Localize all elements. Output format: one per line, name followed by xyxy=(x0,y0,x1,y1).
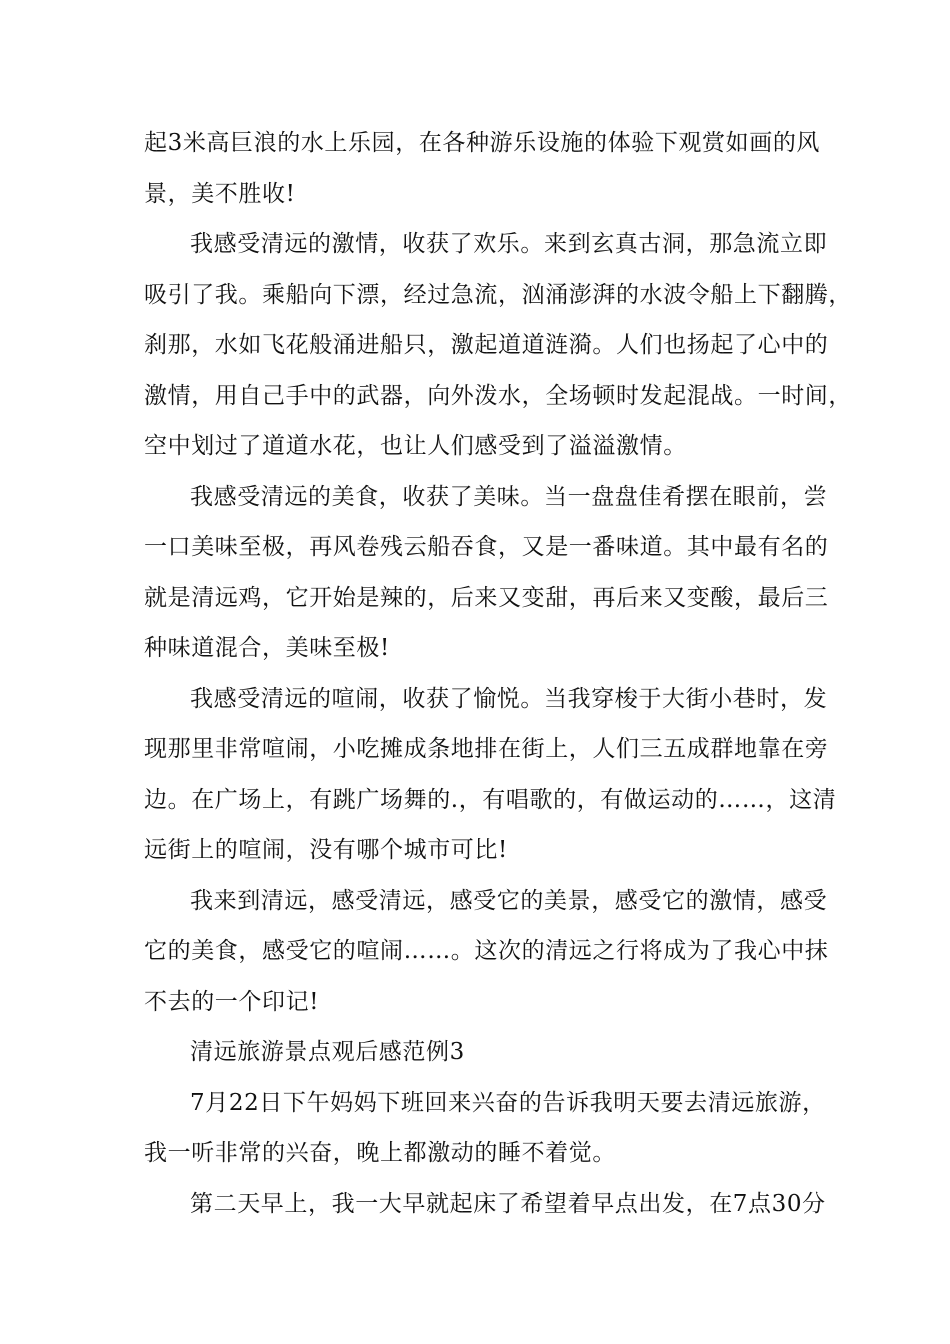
text-line-12: 我感受清远的喧闹，收获了愉悦。当我穿梭于大街小巷时，发 xyxy=(190,686,828,712)
text-line-2: 景，美不胜收! xyxy=(144,181,296,207)
section-heading: 清远旅游景点观后感范例3 xyxy=(190,1039,465,1065)
text-line-18: 不去的一个印记! xyxy=(144,989,320,1015)
text-line-14: 边。在广场上，有跳广场舞的.，有唱歌的，有做运动的……，这清 xyxy=(144,787,837,813)
text-line-1: 起3米高巨浪的水上乐园，在各种游乐设施的体验下观赏如画的风 xyxy=(144,130,821,156)
text-line-15: 远街上的喧闹，没有哪个城市可比! xyxy=(144,837,508,863)
text-line-17: 它的美食，感受它的喧闹……。这次的清远之行将成为了我心中抹 xyxy=(144,938,829,964)
text-line-9: 一口美味至极，再风卷残云船吞食，又是一番味道。其中最有名的 xyxy=(144,534,829,560)
text-line-10: 就是清远鸡，它开始是辣的，后来又变甜，再后来又变酸，最后三 xyxy=(144,585,829,611)
text-line-4: 吸引了我。乘船向下漂，经过急流，汹涌澎湃的水波令船上下翻腾， xyxy=(144,282,852,308)
text-line-16: 我来到清远，感受清远，感受它的美景，感受它的激情，感受 xyxy=(190,888,828,914)
text-line-21: 我一听非常的兴奋，晚上都激动的睡不着觉。 xyxy=(144,1140,616,1166)
text-line-13: 现那里非常喧闹，小吃摊成条地排在街上，人们三五成群地靠在旁 xyxy=(144,736,829,762)
text-line-22: 第二天早上，我一大早就起床了希望着早点出发，在7点30分 xyxy=(190,1191,826,1217)
text-line-6: 激情，用自己手中的武器，向外泼水，全场顿时发起混战。一时间， xyxy=(144,383,852,409)
text-line-3: 我感受清远的激情，收获了欢乐。来到玄真古洞，那急流立即 xyxy=(190,231,828,257)
text-line-8: 我感受清远的美食，收获了美味。当一盘盘佳肴摆在眼前，尝 xyxy=(190,484,828,510)
text-line-11: 种味道混合，美味至极! xyxy=(144,635,390,661)
text-line-5: 刹那，水如飞花般涌进船只，激起道道涟漪。人们也扬起了心中的 xyxy=(144,332,829,358)
text-line-7: 空中划过了道道水花，也让人们感受到了溢溢激情。 xyxy=(144,433,687,459)
text-line-20: 7月22日下午妈妈下班回来兴奋的告诉我明天要去清远旅游， xyxy=(190,1090,826,1116)
